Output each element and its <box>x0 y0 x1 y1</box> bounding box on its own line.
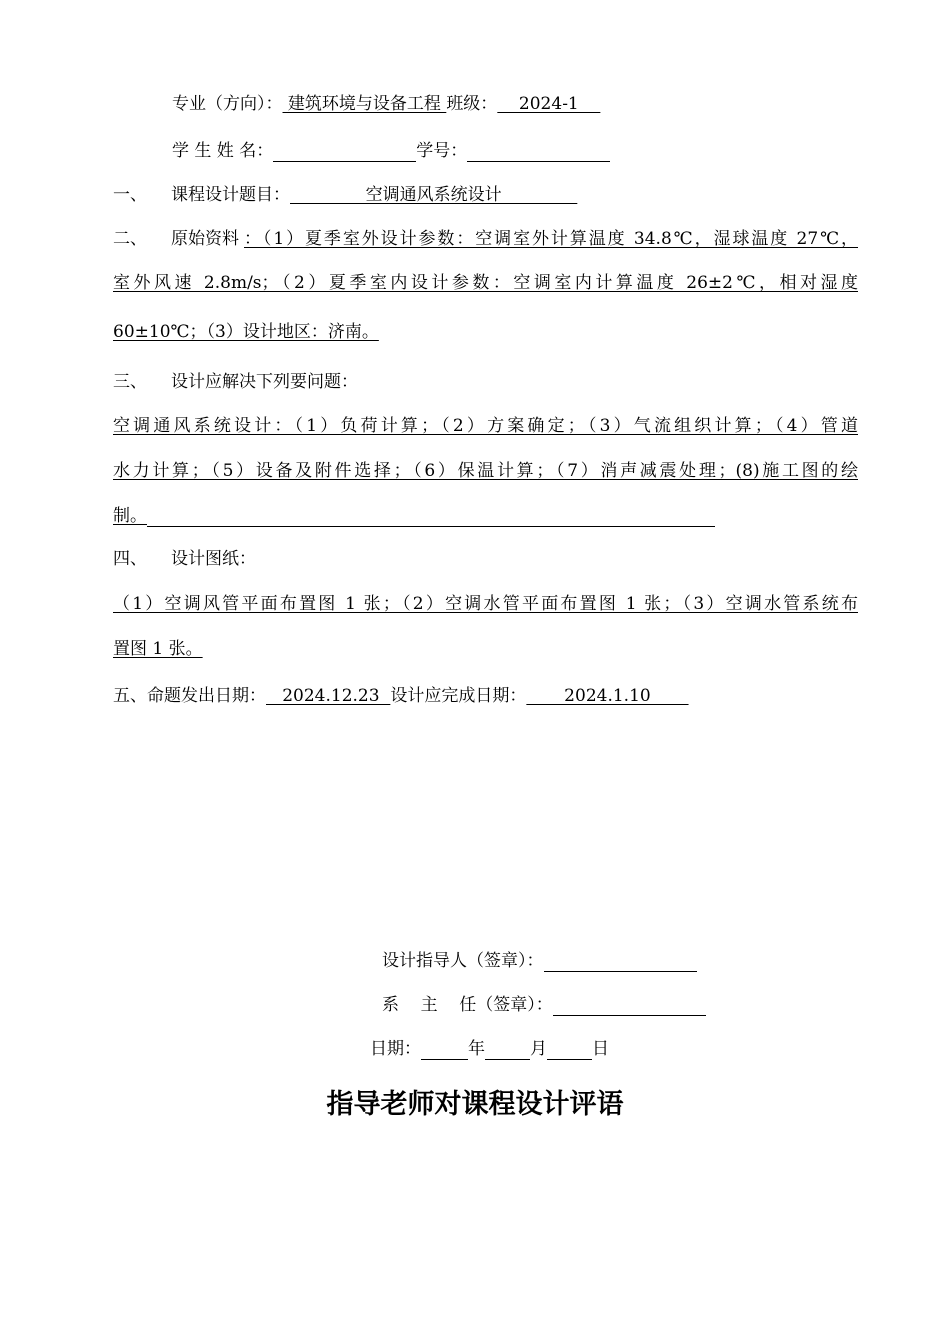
comments-title: 指导老师对课程设计评语 <box>326 1089 624 1120</box>
section-3-line-2-wrap <box>113 460 858 482</box>
advisor-label: 设计指导人（签章）： <box>382 951 544 971</box>
month-blank[interactable] <box>485 1041 530 1060</box>
date-line <box>370 1038 609 1060</box>
section-3-line-3-wrap <box>113 505 715 527</box>
issue-date: 2024.12.23 <box>266 686 391 706</box>
section-3-heading <box>113 371 358 393</box>
section-4-label: 设计图纸： <box>171 549 256 569</box>
section-3-label: 设计应解决下列要问题： <box>171 372 358 392</box>
student-name-blank[interactable] <box>273 143 416 162</box>
section-2-line-1-wrap <box>244 228 858 250</box>
class-value: 2024-1 <box>497 94 601 114</box>
director-label: 系 主 任（签章）： <box>382 995 553 1015</box>
section-2-label: 原始资料 <box>171 229 239 249</box>
section-4-number: 四、 <box>113 549 147 569</box>
section-1-value: 空调通风系统设计 <box>290 185 578 205</box>
major-label: 专业（方向）： <box>172 94 283 114</box>
section-1-number: 一、 <box>113 185 147 205</box>
day-blank[interactable] <box>547 1041 592 1060</box>
section-3-line-2: 水力计算；（5）设备及附件选择；（6）保温计算；（7）消声减震处理；(8)施工图的绘 <box>113 461 858 481</box>
section-1-label: 课程设计题目： <box>171 185 290 205</box>
section-1 <box>113 184 577 206</box>
month-label: 月 <box>530 1039 547 1059</box>
section-5-label: 五、命题发出日期： <box>113 686 266 706</box>
section-5 <box>113 685 689 707</box>
advisor-signature-line <box>382 950 697 972</box>
major-line <box>172 93 600 115</box>
year-label: 年 <box>468 1039 485 1059</box>
section-3-number: 三、 <box>113 372 147 392</box>
student-name-label: 学 生 姓 名： <box>172 141 274 161</box>
day-label: 日 <box>592 1039 609 1059</box>
student-line <box>172 140 610 162</box>
student-id-blank[interactable] <box>467 143 610 162</box>
major-value: 建筑环境与设备工程 <box>282 94 447 114</box>
section-4-heading <box>113 548 256 570</box>
section-2-line-3-wrap <box>113 321 379 343</box>
section-2-line-1: ：（1）夏季室外设计参数：空调室外计算温度 34.8℃，湿球温度 27℃， <box>244 229 858 249</box>
section-2-line-2-wrap <box>113 272 858 294</box>
due-date-label: 设计应完成日期： <box>390 686 527 706</box>
section-2-line-3: 60±10℃；（3）设计地区：济南。 <box>113 322 379 342</box>
section-4-line-1-wrap <box>113 593 858 615</box>
section-4-line-2: 置图 1 张。 <box>113 639 203 659</box>
section-3-line-1: 空调通风系统设计：（1）负荷计算；（2）方案确定；（3）气流组织计算；（4）管道 <box>113 416 858 436</box>
section-2-heading <box>113 228 239 250</box>
section-2-number: 二、 <box>113 229 147 249</box>
section-4-line-1: （1）空调风管平面布置图 1 张；（2）空调水管平面布置图 1 张；（3）空调水管系统布 <box>113 594 858 614</box>
student-id-label: 学号： <box>416 141 468 161</box>
date-label: 日期： <box>370 1039 421 1059</box>
director-signature-blank[interactable] <box>553 997 706 1016</box>
section-3-line-3: 制。 <box>113 506 147 526</box>
director-signature-line <box>382 994 706 1016</box>
class-label: 班级： <box>446 94 498 114</box>
advisor-signature-blank[interactable] <box>544 953 697 972</box>
section-3-line-1-wrap <box>113 415 858 437</box>
section-2-line-2: 室外风速 2.8m/s；（2）夏季室内设计参数：空调室内计算温度 26±2℃，相对湿度 <box>113 273 858 293</box>
year-blank[interactable] <box>421 1041 468 1060</box>
section-4-line-2-wrap <box>113 638 203 660</box>
section-3-blank <box>147 508 715 527</box>
due-date: 2024.1.10 <box>526 686 689 706</box>
